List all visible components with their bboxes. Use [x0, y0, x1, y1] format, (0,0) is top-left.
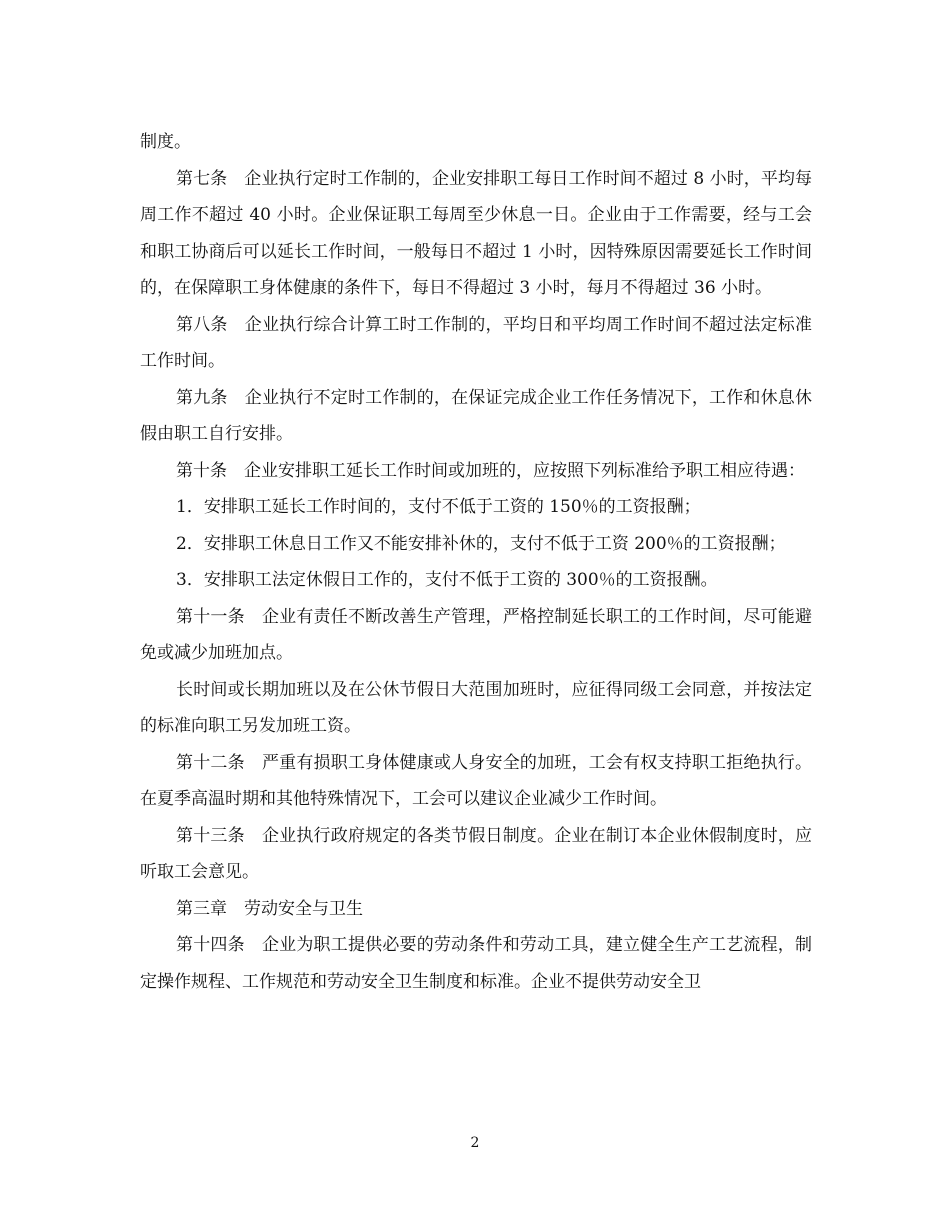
- paragraph-article-12: 第十二条 严重有损职工身体健康或人身安全的加班，工会有权支持职工拒绝执行。在夏季高温时期和其他特殊情况下，工会可以建议企业减少工作时间。: [140, 752, 812, 809]
- paragraph-article-10: 第十条 企业安排职工延长工作时间或加班的，应按照下列标准给予职工相应待遇：: [176, 460, 805, 481]
- list-item: 1．安排职工延长工作时间的，支付不低于工资的 150％的工资报酬；: [176, 497, 701, 517]
- paragraph-article-11: 第十一条 企业有责任不断改善生产管理，严格控制延长职工的工作时间，尽可能避免或减少加班加点。: [140, 606, 812, 663]
- paragraph: 长时间或长期加班以及在公休节假日大范围加班时，应征得同级工会同意，并按法定的标准向职工另发加班工资。: [140, 679, 812, 736]
- page-number: 2: [470, 1135, 480, 1151]
- list-item: 3．安排职工法定休假日工作的，支付不低于工资的 300％的工资报酬。: [176, 570, 718, 590]
- paragraph: 制度。: [140, 132, 191, 152]
- chapter-heading: 第三章 劳动安全与卫生: [176, 898, 363, 919]
- list-item: 2．安排职工休息日工作又不能安排补休的，支付不低于工资 200％的工资报酬；: [176, 533, 786, 554]
- document-body: [140, 124, 812, 1000]
- paragraph-article-9: 第九条 企业执行不定时工作制的，在保证完成企业工作任务情况下，工作和休息休假由职工自行安排。: [140, 387, 812, 444]
- paragraph-article-8: 第八条 企业执行综合计算工时工作制的，平均日和平均周工作时间不超过法定标准工作时间。: [140, 314, 812, 371]
- paragraph-article-13: 第十三条 企业执行政府规定的各类节假日制度。企业在制订本企业休假制度时，应听取工会意见。: [140, 825, 812, 882]
- paragraph-article-14: 第十四条 企业为职工提供必要的劳动条件和劳动工具，建立健全生产工艺流程，制定操作规程、工作规范和劳动安全卫生制度和标准。企业不提供劳动安全卫: [140, 935, 812, 992]
- paragraph-article-7: 第七条 企业执行定时工作制的，企业安排职工每日工作时间不超过 8 小时，平均每周工作不超过 40 小时。企业保证职工每周至少休息一日。企业由于工作需要，经与工会和职工协商后可以延长工作时间，一般每日不超过 1 小时，因特殊原因需要延长工作时间的，在保障职工身体健康的条件下，每日不得超过 3 小时，每月不得超过 36 小时。: [140, 168, 812, 298]
